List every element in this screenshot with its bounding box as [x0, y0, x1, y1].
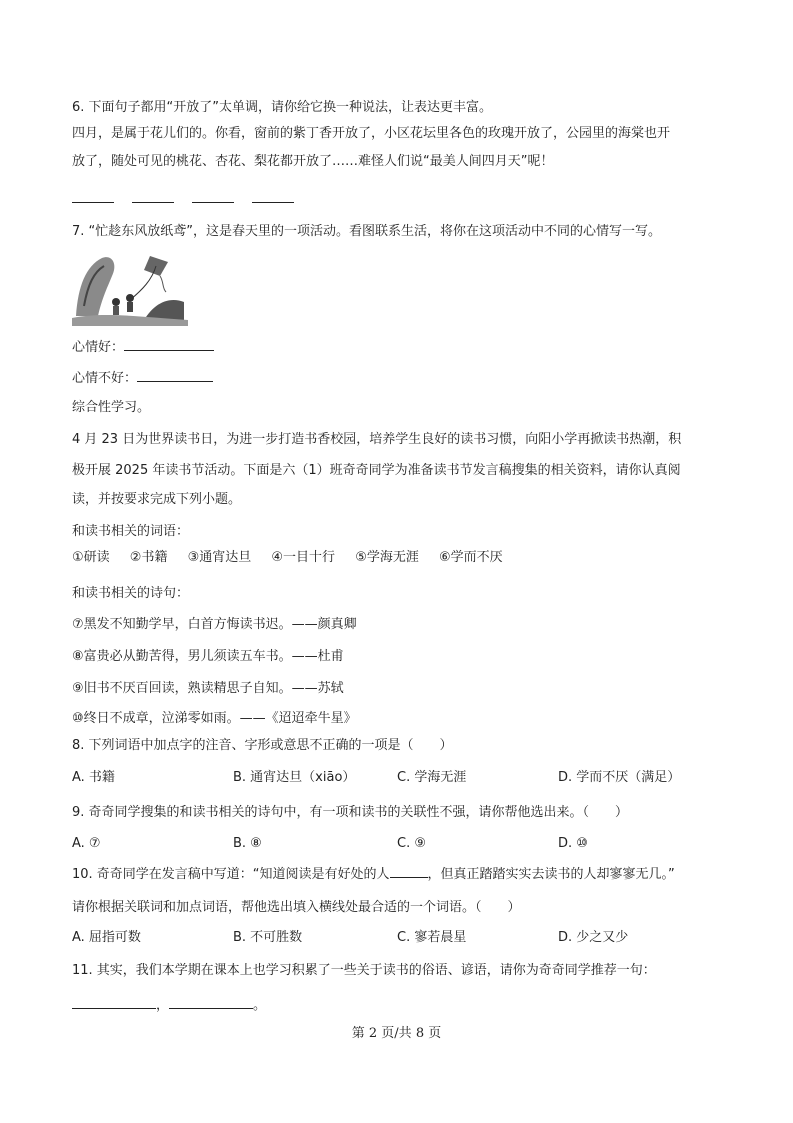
q8-option-d[interactable]: D. 学而不厌（满足） — [558, 770, 681, 785]
q9-option-a[interactable]: A. ⑦ — [72, 836, 101, 851]
page-footer: 第 2 页/共 8 页 — [351, 1026, 442, 1041]
q9-prompt: 9. 奇奇同学搜集的和读书相关的诗句中，有一项和读书的关联性不强，请你帮他选出来。（ ） — [72, 805, 629, 820]
answer-blank[interactable] — [72, 188, 114, 203]
q11-period: 。 — [253, 998, 267, 1013]
q9-option-b[interactable]: B. ⑧ — [233, 836, 262, 851]
word-item: ②书籍 — [129, 550, 168, 565]
q11-comma: ， — [156, 998, 170, 1013]
q6-passage-line2: 放了，随处可见的桃花、杏花、梨花都开放了……难怪人们说“最美人间四月天”呢！ — [72, 154, 554, 169]
section-intro-line2: 极开展 2025 年读书节活动。下面是六（1）班奇奇同学为准备读书节发言稿搜集的相关资料，请你认真阅 — [72, 463, 681, 478]
words-title: 和读书相关的词语： — [72, 524, 190, 539]
q9-option-c[interactable]: C. ⑨ — [397, 836, 426, 851]
good-mood-blank[interactable] — [124, 336, 214, 351]
q9-option-d[interactable]: D. ⑩ — [558, 836, 588, 851]
q8-option-c[interactable]: C. 学海无涯 — [397, 770, 467, 785]
q11-blank-1[interactable] — [72, 994, 156, 1009]
bad-mood-label: 心情不好： — [72, 371, 138, 386]
good-mood-label: 心情好： — [72, 340, 125, 355]
q6-passage-line1: 四月，是属于花儿们的。你看，窗前的紫丁香开放了，小区花坛里各色的玫瑰开放了，公园里的海棠也开 — [72, 126, 671, 141]
q8-option-a[interactable]: A. 书籍 — [72, 770, 115, 785]
q10-prompt-part-a: 10. 奇奇同学在发言稿中写道：“知道阅读是有好处的人 — [72, 867, 390, 882]
q6-prompt: 6. 下面句子都用“开放了”太单调，请你给它换一种说法，让表达更丰富。 — [72, 100, 493, 115]
poem-item: ⑩终日不成章，泣涕零如雨。——《迢迢牵牛星》 — [72, 711, 357, 726]
q10-option-c[interactable]: C. 寥若晨星 — [397, 930, 467, 945]
section-intro-line3: 读，并按要求完成下列小题。 — [72, 492, 242, 507]
answer-blank[interactable] — [132, 188, 174, 203]
word-item: ④一目十行 — [271, 550, 336, 565]
poem-item: ⑨旧书不厌百回读，熟读精思子自知。——苏轼 — [72, 681, 344, 696]
kite-image — [72, 246, 188, 326]
q7-prompt: 7. “忙趁东风放纸鸢”，这是春天里的一项活动。看图联系生活，将你在这项活动中不同的心情写一写。 — [72, 224, 662, 239]
q10-blank[interactable] — [390, 863, 428, 878]
q11-blank-2[interactable] — [169, 994, 253, 1009]
q10-option-b[interactable]: B. 不可胜数 — [233, 930, 303, 945]
q10-prompt-part-b: ，但真正踏踏实实去读书的人却寥寥无几。” — [427, 867, 675, 882]
words-list — [72, 548, 519, 568]
q10-instruction: 请你根据关联词和加点词语，帮他选出填入横线处最合适的一个词语。（ ） — [72, 900, 521, 915]
word-item: ⑤学海无涯 — [355, 550, 419, 565]
answer-blank[interactable] — [192, 188, 234, 203]
poems-title: 和读书相关的诗句： — [72, 586, 190, 601]
q10-option-a[interactable]: A. 屈指可数 — [72, 930, 141, 945]
poem-item: ⑦黑发不知勤学早，白首方悔读书迟。——颜真卿 — [72, 617, 357, 632]
q7-good-line — [72, 336, 214, 358]
word-item: ⑥学而不厌 — [438, 550, 503, 565]
q6-answer-blanks[interactable] — [72, 188, 294, 210]
q10-option-d[interactable]: D. 少之又少 — [558, 930, 629, 945]
q8-option-b[interactable]: B. 通宵达旦（xiāo） — [233, 770, 356, 785]
word-item: ③通宵达旦 — [187, 550, 252, 565]
q7-bad-line — [72, 367, 213, 389]
section-title: 综合性学习。 — [72, 400, 151, 415]
bad-mood-blank[interactable] — [137, 367, 213, 382]
q11-prompt: 11. 其实，我们本学期在课本上也学习积累了一些关于读书的俗语、谚语，请你为奇奇同学推荐一句： — [72, 963, 656, 978]
section-intro-line1: 4 月 23 日为世界读书日，为进一步打造书香校园，培养学生良好的读书习惯，向阳小学再掀读书热潮，积 — [72, 432, 682, 447]
kite-illustration — [72, 246, 188, 326]
poem-item: ⑧富贵必从勤苦得，男儿须读五车书。——杜甫 — [72, 649, 344, 664]
answer-blank[interactable] — [252, 188, 294, 203]
q10-prompt — [72, 863, 675, 885]
q11-answer-line — [72, 994, 266, 1016]
q8-prompt: 8. 下列词语中加点字的注音、字形或意思不正确的一项是（ ） — [72, 738, 453, 753]
word-item: ①研读 — [72, 550, 110, 565]
